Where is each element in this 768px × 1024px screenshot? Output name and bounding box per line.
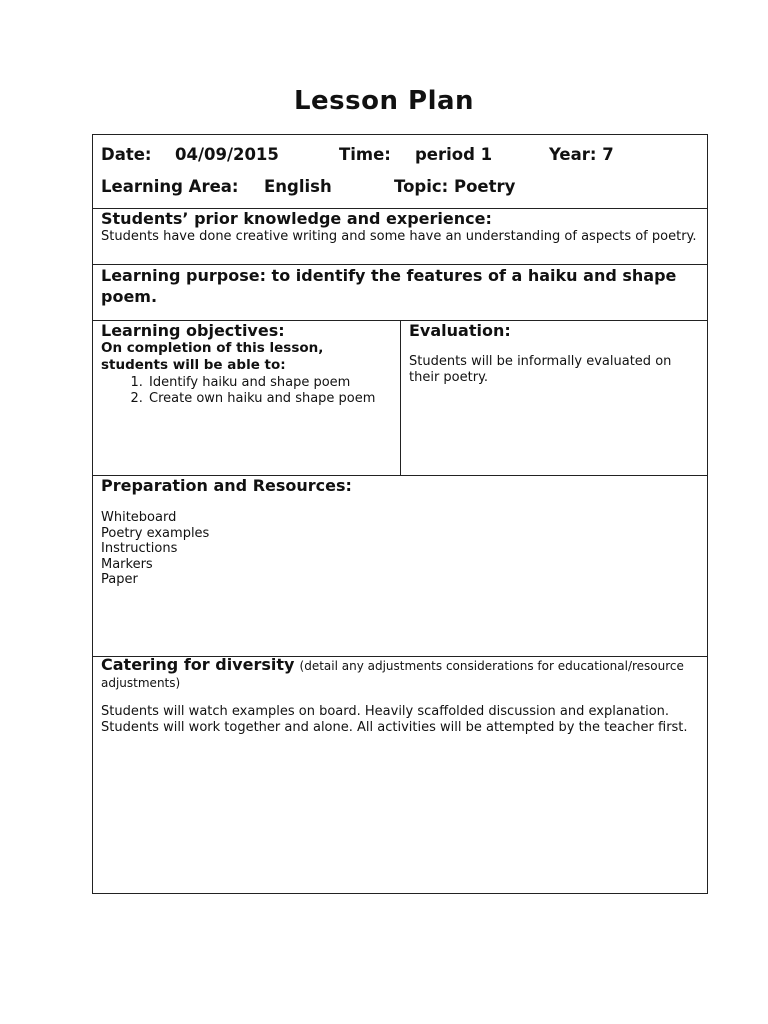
diversity-section (93, 657, 707, 895)
evaluation-heading: Evaluation: (409, 321, 511, 340)
lesson-plan-table (92, 134, 708, 894)
resource-item: Poetry examples (101, 525, 210, 541)
time-value: period 1 (415, 145, 493, 164)
prior-knowledge-section (93, 209, 707, 265)
resource-item: Markers (101, 556, 153, 572)
date-value: 04/09/2015 (175, 145, 279, 164)
objectives-heading: Learning objectives: (101, 321, 285, 340)
evaluation-text: Students will be informally evaluated on their poetry. (409, 354, 672, 385)
resource-item: Instructions (101, 541, 178, 556)
topic-label: Topic: Poetry (394, 177, 516, 196)
learning-purpose-section (93, 265, 707, 321)
objectives-cell (93, 321, 401, 475)
resources-section (93, 476, 707, 657)
prior-knowledge-text: Students have done creative writing and some have an understanding of aspects of poetry. (101, 229, 697, 244)
objective-item: 2. Create own haiku and shape poem (147, 391, 377, 407)
objectives-list (101, 375, 377, 407)
diversity-header (101, 657, 699, 691)
year-label: Year: 7 (549, 145, 614, 164)
resource-item: Whiteboard (101, 510, 177, 525)
header-section (93, 135, 707, 209)
learning-area-label: Learning Area: (101, 177, 239, 196)
page-title: Lesson Plan (293, 86, 475, 116)
diversity-heading: Catering for diversity (101, 655, 295, 674)
diversity-text: Students will watch examples on board. Heavily scaffolded discussion and explanation. Students will work together and alone. All activities will be attempted by the teacher first. (101, 704, 688, 735)
objective-item: 1. Identify haiku and shape poem (147, 375, 377, 391)
objectives-intro: On completion of this lesson, students will be able to: (101, 340, 324, 373)
time-label: Time: (339, 145, 391, 164)
prior-knowledge-heading: Students’ prior knowledge and experience: (101, 209, 492, 228)
evaluation-cell (401, 321, 707, 475)
resource-item: Paper (101, 572, 138, 587)
objectives-evaluation-section (93, 321, 707, 476)
date-label: Date: (101, 145, 152, 164)
learning-area-value: English (264, 177, 332, 196)
diversity-note: (detail any adjustments considerations for educational/resource adjustments) (101, 659, 684, 690)
resources-list (101, 510, 209, 588)
learning-purpose-heading: Learning purpose: to identify the features of a haiku and shape poem. (101, 266, 677, 306)
resources-heading: Preparation and Resources: (101, 476, 352, 495)
